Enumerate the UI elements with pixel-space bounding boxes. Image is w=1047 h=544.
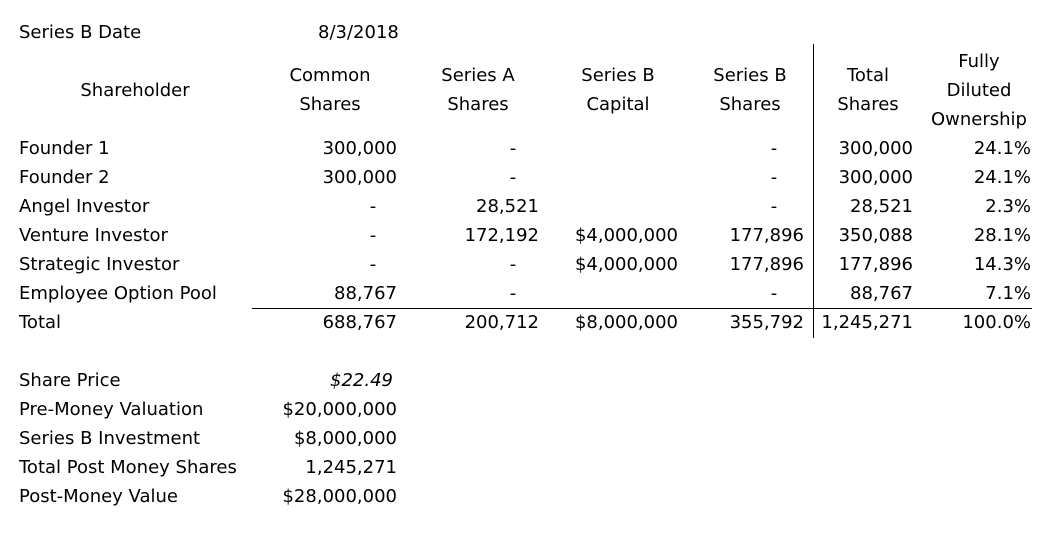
header-series-b-capital-line1: Series B bbox=[581, 65, 655, 86]
row-common: 88,767 bbox=[334, 283, 397, 304]
row-series-a: 28,521 bbox=[476, 196, 539, 217]
total-row-series-b: 355,792 bbox=[729, 312, 804, 333]
summary-label-post-money-value: Post-Money Value bbox=[19, 486, 178, 507]
header-diluted-line3: Ownership bbox=[931, 109, 1027, 130]
row-pct: 2.3% bbox=[985, 196, 1031, 217]
row-series-b: - bbox=[770, 196, 778, 217]
row-series-a: - bbox=[509, 254, 517, 275]
row-series-a: 172,192 bbox=[464, 225, 539, 246]
header-common-line1: Common bbox=[289, 65, 371, 86]
total-shares-divider bbox=[813, 44, 814, 338]
row-series-b: - bbox=[770, 283, 778, 304]
row-name: Founder 1 bbox=[19, 138, 110, 159]
row-series-b: 177,896 bbox=[729, 254, 804, 275]
summary-label-total-post-money-shares: Total Post Money Shares bbox=[19, 457, 237, 478]
row-total: 300,000 bbox=[838, 138, 913, 159]
row-name: Strategic Investor bbox=[19, 254, 180, 275]
header-series-b-shares-line1: Series B bbox=[713, 65, 787, 86]
row-pct: 7.1% bbox=[985, 283, 1031, 304]
row-name: Venture Investor bbox=[19, 225, 168, 246]
header-shareholder: Shareholder bbox=[80, 80, 190, 101]
summary-value-series-b-investment: $8,000,000 bbox=[293, 428, 397, 449]
row-capital: $4,000,000 bbox=[574, 254, 678, 275]
row-pct: 24.1% bbox=[973, 138, 1031, 159]
total-row-common: 688,767 bbox=[322, 312, 397, 333]
row-common: 300,000 bbox=[322, 138, 397, 159]
row-series-b: - bbox=[770, 167, 778, 188]
row-common: 300,000 bbox=[322, 167, 397, 188]
summary-value-pre-money: $20,000,000 bbox=[282, 399, 397, 420]
summary-value-total-post-money-shares: 1,245,271 bbox=[305, 457, 397, 478]
row-total: 300,000 bbox=[838, 167, 913, 188]
header-diluted-line1: Fully bbox=[958, 51, 1000, 72]
header-series-a-line1: Series A bbox=[441, 65, 515, 86]
row-common: - bbox=[369, 225, 377, 246]
header-series-a-line2: Shares bbox=[447, 94, 509, 115]
row-pct: 24.1% bbox=[973, 167, 1031, 188]
summary-value-share-price: $22.49 bbox=[330, 370, 393, 391]
header-total-line1: Total bbox=[846, 65, 890, 86]
total-row-capital: $8,000,000 bbox=[574, 312, 678, 333]
row-total: 88,767 bbox=[850, 283, 913, 304]
series-b-date-label: Series B Date bbox=[19, 22, 142, 43]
row-series-a: - bbox=[509, 167, 517, 188]
total-row-series-a: 200,712 bbox=[464, 312, 539, 333]
total-row-total: 1,245,271 bbox=[821, 312, 913, 333]
total-row-rule bbox=[252, 308, 1032, 309]
row-series-b: 177,896 bbox=[729, 225, 804, 246]
header-diluted-line2: Diluted bbox=[946, 80, 1012, 101]
row-pct: 14.3% bbox=[973, 254, 1031, 275]
row-name: Founder 2 bbox=[19, 167, 110, 188]
row-series-b: - bbox=[770, 138, 778, 159]
summary-label-share-price: Share Price bbox=[19, 370, 121, 391]
total-row-pct: 100.0% bbox=[962, 312, 1031, 333]
row-series-a: - bbox=[509, 283, 517, 304]
row-series-a: - bbox=[509, 138, 517, 159]
row-total: 28,521 bbox=[850, 196, 913, 217]
row-common: - bbox=[369, 196, 377, 217]
row-pct: 28.1% bbox=[973, 225, 1031, 246]
total-row-name: Total bbox=[19, 312, 62, 333]
summary-label-series-b-investment: Series B Investment bbox=[19, 428, 201, 449]
header-series-b-shares-line2: Shares bbox=[719, 94, 781, 115]
header-common-line2: Shares bbox=[299, 94, 361, 115]
row-total: 177,896 bbox=[838, 254, 913, 275]
row-common: - bbox=[369, 254, 377, 275]
series-b-date-value: 8/3/2018 bbox=[318, 22, 399, 43]
row-capital: $4,000,000 bbox=[574, 225, 678, 246]
summary-value-post-money-value: $28,000,000 bbox=[282, 486, 397, 507]
row-total: 350,088 bbox=[838, 225, 913, 246]
header-series-b-capital-line2: Capital bbox=[586, 94, 650, 115]
row-name: Employee Option Pool bbox=[19, 283, 217, 304]
row-name: Angel Investor bbox=[19, 196, 150, 217]
summary-label-pre-money: Pre-Money Valuation bbox=[19, 399, 204, 420]
header-total-line2: Shares bbox=[837, 94, 899, 115]
